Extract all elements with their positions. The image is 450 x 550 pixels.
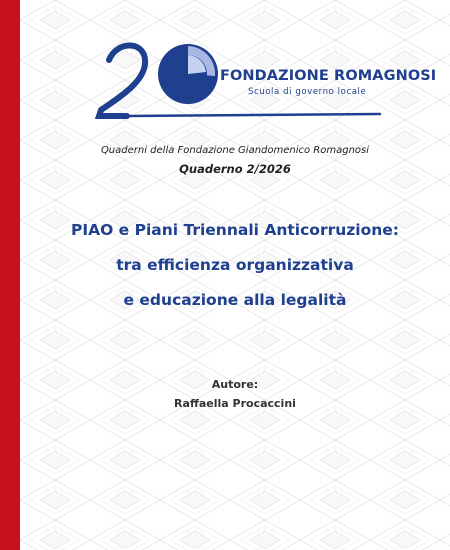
main-title-line-1: PIAO e Piani Triennali Anticorruzione: — [70, 221, 399, 239]
organization-name: FONDAZIONE ROMAGNOSI — [220, 68, 437, 84]
red-accent-bar — [0, 0, 20, 550]
main-title-line-3: e educazione alla legalità — [123, 291, 347, 309]
series-title: Quaderni della Fondazione Giandomenico Romagnosi — [100, 145, 370, 156]
main-title-line-2: tra efficienza organizzativa — [116, 256, 354, 274]
author-name: Raffaella Procaccini — [174, 397, 296, 410]
issue-number: Quaderno 2/2026 — [179, 162, 291, 176]
organization-tagline: Scuola di governo locale — [248, 87, 367, 97]
author-label: Autore: — [211, 378, 259, 391]
